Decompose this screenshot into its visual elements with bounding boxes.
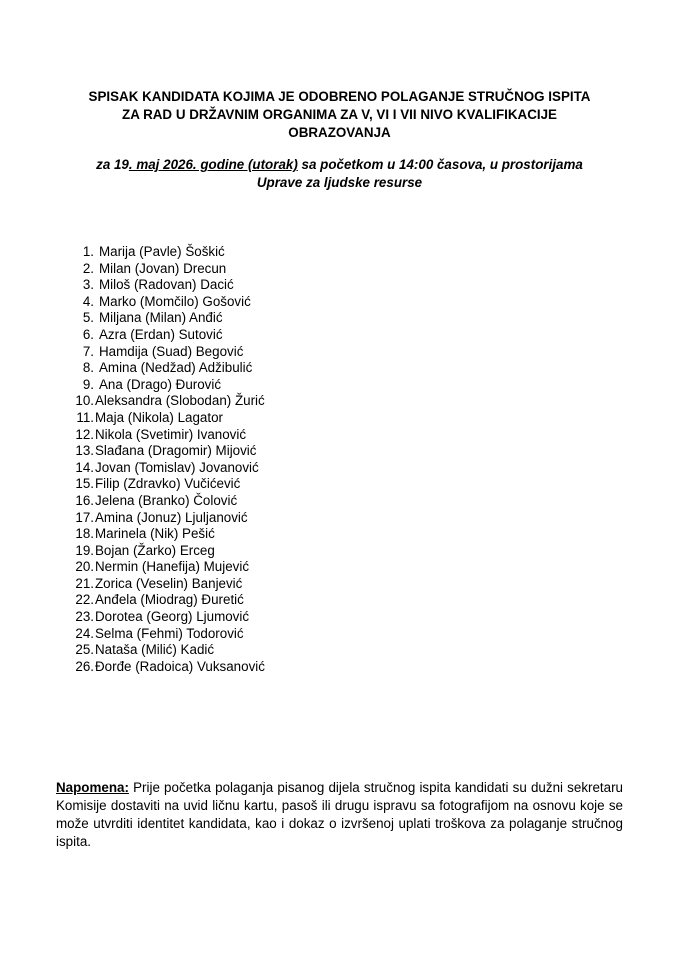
candidate-name: Azra (Erdan) Sutović <box>99 326 223 342</box>
candidate-name: Marija (Pavle) Šoškić <box>99 244 225 259</box>
candidate-name: Miloš (Radovan) Dacić <box>99 277 234 293</box>
candidate-name: Amina (Nedžad) Adžibulić <box>99 360 253 376</box>
note-text: Prije početka polaganja pisanog dijela stručnog ispita kandidati su dužni sekretaru Komisije dostaviti na uvid ličnu kartu, pasoš ili drugu ispravu sa fotografijom na osnovu koje se može utvrditi identitet kandidata, kao i dokaz o izvršenoj uplati troškova za polaganje stručnog ispita. <box>56 780 623 849</box>
note-paragraph <box>56 779 623 851</box>
candidate-item <box>56 327 265 344</box>
candidate-item <box>56 659 265 676</box>
candidate-number: 15. <box>75 476 94 492</box>
candidate-item <box>56 377 265 394</box>
subtitle-line-2: Uprave za ljudske resurse <box>256 175 423 190</box>
candidate-number: 7. <box>82 343 94 359</box>
candidate-item <box>56 460 265 477</box>
note-label: Napomena: <box>56 780 129 795</box>
candidate-name: Slađana (Dragomir) Mijović <box>95 443 257 459</box>
candidate-name: Miljana (Milan) Anđić <box>99 310 223 326</box>
title-line-3: OBRAZOVANJA <box>288 125 391 140</box>
candidate-item <box>56 576 265 593</box>
candidate-name: Maja (Nikola) Lagator <box>95 409 224 425</box>
candidate-item <box>56 609 265 626</box>
candidate-number: 1. <box>82 244 94 259</box>
candidate-number: 10. <box>75 393 94 409</box>
candidate-number: 19. <box>75 542 94 558</box>
exam-date-subtitle <box>56 156 623 192</box>
candidate-item <box>56 559 265 576</box>
candidate-number: 26. <box>75 658 94 674</box>
candidate-item <box>56 360 265 377</box>
candidate-name: Jelena (Branko) Čolović <box>95 492 238 508</box>
candidate-name: Marinela (Nik) Pešić <box>95 526 215 542</box>
candidate-number: 23. <box>75 609 94 625</box>
candidate-name: Jovan (Tomislav) Jovanović <box>95 459 259 475</box>
candidate-item <box>56 443 265 460</box>
candidate-name: Nataša (Milić) Kadić <box>95 642 215 658</box>
candidate-name: Filip (Zdravko) Vučićević <box>95 476 241 492</box>
candidate-name: Bojan (Žarko) Erceg <box>95 542 215 558</box>
candidate-name: Đorđe (Radoica) Vuksanović <box>95 658 265 674</box>
title-line-1: SPISAK KANDIDATA KOJIMA JE ODOBRENO POLAGANJE STRUČNOG ISPITA <box>88 89 591 104</box>
candidate-list <box>56 244 265 675</box>
candidate-item <box>56 543 265 560</box>
candidate-item <box>56 427 265 444</box>
candidate-item <box>56 510 265 527</box>
candidate-number: 17. <box>75 509 94 525</box>
subtitle-prefix: za 19 <box>96 157 129 172</box>
candidate-item <box>56 277 265 294</box>
candidate-number: 2. <box>82 260 94 276</box>
candidate-item <box>56 592 265 609</box>
candidate-name: Ana (Drago) Đurović <box>99 376 222 392</box>
candidate-number: 14. <box>75 459 94 475</box>
candidate-item <box>56 642 265 659</box>
candidate-number: 24. <box>75 625 94 641</box>
candidate-number: 22. <box>75 592 94 608</box>
document-title <box>56 88 623 142</box>
candidate-name: Milan (Jovan) Drecun <box>99 260 227 276</box>
candidate-item <box>56 310 265 327</box>
candidate-name: Amina (Jonuz) Ljuljanović <box>95 509 248 525</box>
candidate-name: Zorica (Veselin) Banjević <box>95 575 243 591</box>
candidate-item <box>56 294 265 311</box>
candidate-number: 4. <box>82 293 94 309</box>
candidate-name: Anđela (Miodrag) Đuretić <box>95 592 244 608</box>
candidate-item <box>56 476 265 493</box>
candidate-item <box>56 410 265 427</box>
candidate-item <box>56 244 265 261</box>
candidate-number: 8. <box>82 360 94 376</box>
candidate-name: Marko (Momčilo) Gošović <box>99 293 251 309</box>
candidate-number: 11. <box>76 409 94 425</box>
candidate-number: 18. <box>75 526 94 542</box>
candidate-number: 5. <box>82 310 94 326</box>
candidate-number: 9. <box>82 376 94 392</box>
candidate-name: Hamdija (Suad) Begović <box>99 343 244 359</box>
candidate-number: 12. <box>75 426 94 442</box>
candidate-name: Nikola (Svetimir) Ivanović <box>95 426 247 442</box>
title-line-2: ZA RAD U DRŽAVNIM ORGANIMA ZA V, VI I VII NIVO KVALIFIKACIJE <box>122 107 557 122</box>
candidate-item <box>56 526 265 543</box>
candidate-item <box>56 344 265 361</box>
candidate-number: 6. <box>82 326 94 342</box>
candidate-item <box>56 626 265 643</box>
candidate-item <box>56 393 265 410</box>
subtitle-suffix: sa početkom u 14:00 časova, u prostorijama <box>297 157 583 172</box>
candidate-name: Dorotea (Georg) Ljumović <box>95 609 250 625</box>
candidate-number: 3. <box>82 277 94 293</box>
subtitle-line-1 <box>56 156 623 174</box>
candidate-item <box>56 493 265 510</box>
candidate-name: Nermin (Hanefija) Mujević <box>95 559 250 575</box>
candidate-number: 13. <box>75 443 94 459</box>
candidate-item <box>56 261 265 278</box>
candidate-number: 21. <box>75 575 94 591</box>
candidate-number: 16. <box>75 492 94 508</box>
subtitle-date-underlined: . maj 2026. godine (utorak) <box>128 157 298 172</box>
candidate-number: 20. <box>75 559 94 575</box>
candidate-number: 25. <box>75 642 94 658</box>
candidate-name: Selma (Fehmi) Todorović <box>95 625 244 641</box>
candidate-name: Aleksandra (Slobodan) Žurić <box>95 393 265 409</box>
